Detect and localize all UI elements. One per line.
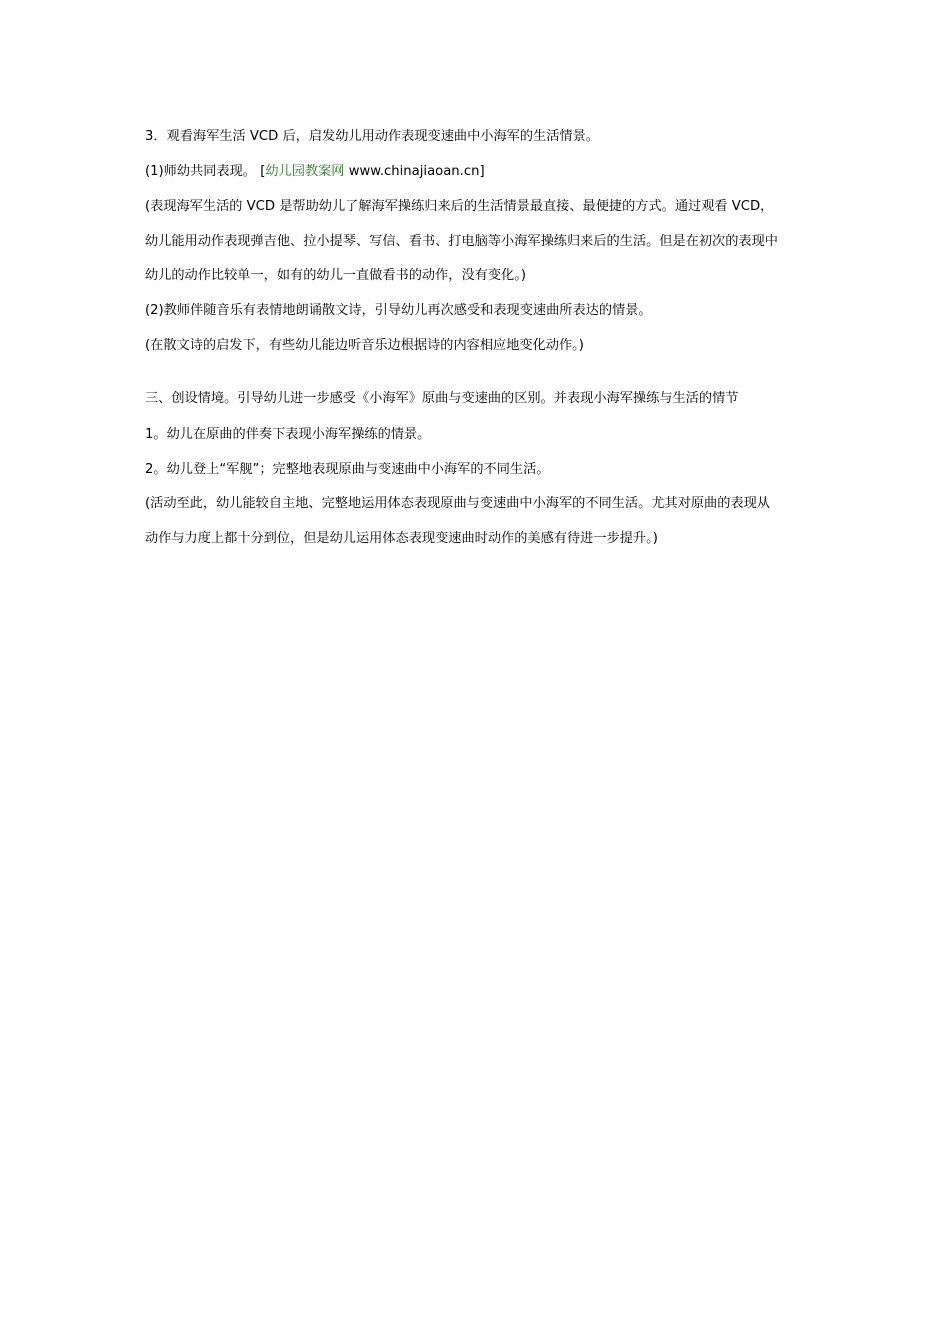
list-item-2: 2。幼儿登上“军舰”；完整地表现原曲与变速曲中小海军的不同生活。 [145,462,550,477]
note-line-1: (表现海军生活的 VCD 是帮助幼儿了解海军操练归来后的生活情景最直接、最便捷的方式。通过观看 VCD， [145,199,774,214]
list-item-1: 1。幼儿在原曲的伴奏下表现小海军操练的情景。 [145,427,431,442]
section-heading-3: 三、创设情境。引导幼儿进一步感受《小海军》原曲与变速曲的区别。并表现小海军操练与生活的情节 [145,391,739,406]
link-site-name[interactable]: 幼儿园教案网 [265,164,345,179]
paragraph-step-3-2: (2)教师伴随音乐有表情地朗诵散文诗，引导幼儿再次感受和表现变速曲所表达的情景。 [145,303,652,318]
note-line-5: (活动至此，幼儿能较自主地、完整地运用体态表现原曲与变速曲中小海军的不同生活。尤其对原曲的表现从 [145,496,770,511]
link-bracket-close: ] [479,164,485,179]
source-link[interactable] [260,164,484,179]
link-site-url[interactable]: www.chinajiaoan.cn [348,164,480,179]
paragraph-step-3: 3．观看海军生活 VCD 后，启发幼儿用动作表现变速曲中小海军的生活情景。 [145,129,599,144]
note-line-6: 动作与力度上都十分到位，但是幼儿运用体态表现变速曲时动作的美感有待进一步提升。) [145,531,658,546]
note-line-3: 幼儿的动作比较单一，如有的幼儿一直做看书的动作，没有变化。) [145,268,526,283]
link-bracket-open: [ [260,164,266,179]
paragraph-step-3-1 [145,163,825,181]
note-line-2: 幼儿能用动作表现弹吉他、拉小提琴、写信、看书、打电脑等小海军操练归来后的生活。但是在初次的表现中 [145,234,778,249]
step-3-1-text: (1)师幼共同表现。 [145,164,256,179]
note-line-4: (在散文诗的启发下，有些幼儿能边听音乐边根据诗的内容相应地变化动作。) [145,338,584,353]
